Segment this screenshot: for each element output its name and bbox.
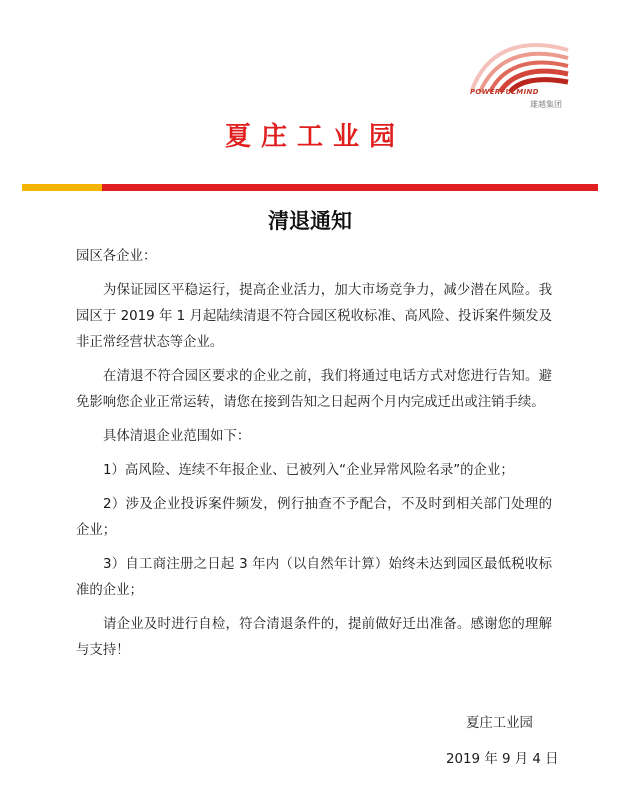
park-name-heading: 夏庄工业园 [224,122,405,152]
notice-body [76,244,552,664]
scope-item-3: 3）自工商注册之日起 3 年内（以自然年计算）始终未达到园区最低税收标准的企业； [76,557,552,598]
salutation: 园区各企业： [76,249,157,264]
paragraph-notification: 在清退不符合园区要求的企业之前，我们将通过电话方式对您进行告知。避免影响您企业正常运转，请您在接到告知之日起两个月内完成迁出或注销手续。 [76,369,552,410]
scope-item-1: 1）高风险、连续不年报企业、已被列入“企业异常风险名录”的企业； [103,463,514,478]
paragraph-closing: 请企业及时进行自检，符合清退条件的，提前做好迁出准备。感谢您的理解与支持！ [76,617,552,658]
signature-date: 2019 年 9 月 4 日 [446,752,559,767]
yellow-divider [22,184,102,191]
notice-title: 清退通知 [268,209,352,233]
red-divider [102,184,598,191]
company-logo [468,30,576,110]
logo-english-name: POWERFULMIND [470,88,539,96]
scope-item-2: 2）涉及企业投诉案件频发，例行抽查不予配合，不及时到相关部门处理的企业； [76,497,552,538]
paragraph-scope-heading: 具体清退企业范围如下： [103,429,251,444]
paragraph-intro: 为保证园区平稳运行，提高企业活力，加大市场竞争力，减少潜在风险。我园区于 2019 年 1 月起陆续清退不符合园区税收标准、高风险、投诉案件频发及非正常经营状态等企业。 [76,283,552,350]
swoosh-logo-icon [468,30,576,110]
logo-chinese-name: 雄越集团 [530,100,562,109]
signature-name: 夏庄工业园 [466,716,533,731]
